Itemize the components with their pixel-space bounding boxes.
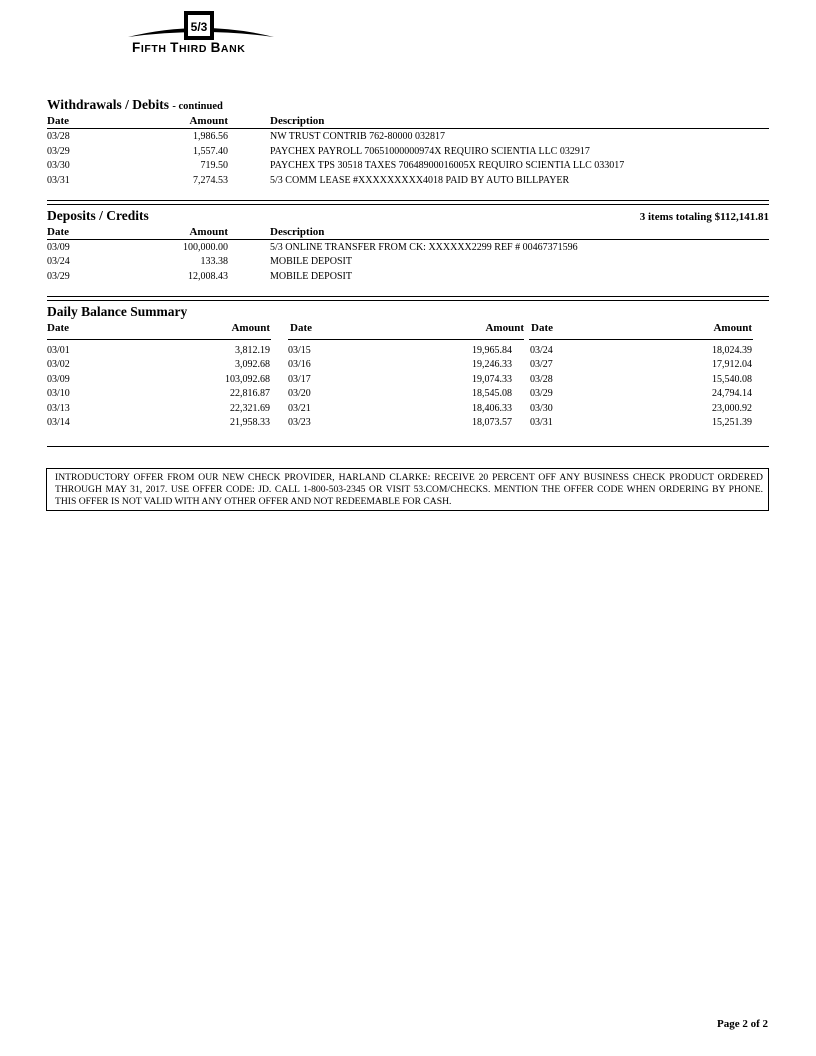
balance-amount: 18,545.08 (472, 388, 512, 399)
row-date: 03/09 (47, 242, 70, 253)
balance-header-date: Date (47, 322, 69, 334)
balance-date: 03/29 (530, 388, 553, 399)
balance-date: 03/31 (530, 417, 553, 428)
balance-amount: 17,912.04 (712, 359, 752, 370)
balance-amount: 18,073.57 (472, 417, 512, 428)
deposits-header-rule (47, 239, 769, 240)
balance-date: 03/30 (530, 403, 553, 414)
page-number: Page 2 of 2 (716, 1018, 768, 1030)
balance-date: 03/13 (47, 403, 70, 414)
section-divider (47, 300, 769, 301)
deposits-summary: 3 items totaling $112,141.81 (639, 211, 769, 223)
row-amount: 7,274.53 (193, 175, 228, 186)
balance-date: 03/02 (47, 359, 70, 370)
balance-date: 03/27 (530, 359, 553, 370)
row-date: 03/29 (47, 271, 70, 282)
balance-amount: 15,540.08 (712, 374, 752, 385)
offer-notice: INTRODUCTORY OFFER FROM OUR NEW CHECK PROVIDER, HARLAND CLARKE: RECEIVE 20 PERCENT OFF ANY BUSINESS CHECK PRODUCT ORDERED THROUGH MAY 31, 2017. USE OFFER CODE: JD. CALL 1-800-503-2345 OR VISIT 53.COM/CHECKS. MENTION THE OFFER CODE WHEN ORDERING BY PHONE. THIS OFFER IS NOT VALID WITH ANY OTHER OFFER AND NOT REDEEMABLE FOR CASH. (46, 468, 769, 511)
bank-logo-mark (126, 10, 276, 42)
row-description: NW TRUST CONTRIB 762-80000 032817 (270, 131, 446, 142)
row-description: 5/3 ONLINE TRANSFER FROM CK: XXXXXX2299 REF # 00467371596 (270, 242, 578, 253)
balance-date: 03/20 (288, 388, 311, 399)
withdrawals-header-rule (47, 128, 769, 129)
balance-date: 03/16 (288, 359, 311, 370)
row-amount: 1,557.40 (193, 146, 228, 157)
withdrawals-header-amount: Amount (189, 115, 228, 127)
daily-balance-title: Daily Balance Summary (47, 304, 188, 319)
row-date: 03/31 (47, 175, 70, 186)
balance-header-rule (288, 339, 524, 340)
withdrawals-header-description: Description (270, 115, 325, 127)
row-description: PAYCHEX PAYROLL 70651000000974X REQUIRO SCIENTIA LLC 032917 (270, 146, 590, 157)
balance-amount: 3,092.68 (235, 359, 270, 370)
row-amount: 12,008.43 (188, 271, 228, 282)
balance-date: 03/28 (530, 374, 553, 385)
balance-header-amount: Amount (231, 322, 270, 334)
deposits-header-amount: Amount (189, 226, 228, 238)
deposits-title: Deposits / Credits (47, 208, 149, 223)
bank-logo (126, 10, 276, 58)
balance-date: 03/01 (47, 345, 70, 356)
balance-amount: 22,321.69 (230, 403, 270, 414)
balance-amount: 19,246.33 (472, 359, 512, 370)
balance-date: 03/17 (288, 374, 311, 385)
balance-header-rule (529, 339, 753, 340)
balance-date: 03/24 (530, 345, 553, 356)
balance-amount: 18,406.33 (472, 403, 512, 414)
row-date: 03/24 (47, 256, 70, 267)
balance-amount: 23,000.92 (712, 403, 752, 414)
balance-header-amount: Amount (485, 322, 524, 334)
row-amount: 100,000.00 (183, 242, 228, 253)
balance-header-date: Date (290, 322, 312, 334)
bank-name: FIFTH THIRD BANK (132, 40, 246, 55)
balance-amount: 103,092.68 (225, 374, 270, 385)
row-description: 5/3 COMM LEASE #XXXXXXXXX4018 PAID BY AUTO BILLPAYER (270, 175, 570, 186)
withdrawals-header-date: Date (47, 115, 69, 127)
deposits-header-description: Description (270, 226, 325, 238)
row-description: MOBILE DEPOSIT (270, 256, 352, 267)
row-description: MOBILE DEPOSIT (270, 271, 352, 282)
row-amount: 719.50 (200, 160, 228, 171)
balance-header-amount: Amount (713, 322, 752, 334)
balance-amount: 3,812.19 (235, 345, 270, 356)
section-divider (47, 296, 769, 297)
row-description: PAYCHEX TPS 30518 TAXES 70648900016005X REQUIRO SCIENTIA LLC 033017 (270, 160, 625, 171)
balance-amount: 18,024.39 (712, 345, 752, 356)
balance-date: 03/10 (47, 388, 70, 399)
balance-date: 03/23 (288, 417, 311, 428)
balance-header-rule (47, 339, 271, 340)
balance-date: 03/09 (47, 374, 70, 385)
balance-date: 03/14 (47, 417, 70, 428)
section-divider (47, 200, 769, 201)
balance-amount: 19,074.33 (472, 374, 512, 385)
balance-amount: 21,958.33 (230, 417, 270, 428)
balance-amount: 19,965.84 (472, 345, 512, 356)
balance-date: 03/21 (288, 403, 311, 414)
balance-amount: 24,794.14 (712, 388, 752, 399)
section-divider (47, 446, 769, 447)
row-date: 03/29 (47, 146, 70, 157)
deposits-header-date: Date (47, 226, 69, 238)
row-amount: 133.38 (200, 256, 228, 267)
row-date: 03/30 (47, 160, 70, 171)
logo-mark-text: 5/3 (190, 20, 208, 34)
balance-date: 03/15 (288, 345, 311, 356)
section-divider (47, 204, 769, 205)
row-date: 03/28 (47, 131, 70, 142)
balance-amount: 15,251.39 (712, 417, 752, 428)
withdrawals-title: Withdrawals / Debits - continued (47, 97, 223, 112)
balance-header-date: Date (531, 322, 553, 334)
balance-amount: 22,816.87 (230, 388, 270, 399)
row-amount: 1,986.56 (193, 131, 228, 142)
